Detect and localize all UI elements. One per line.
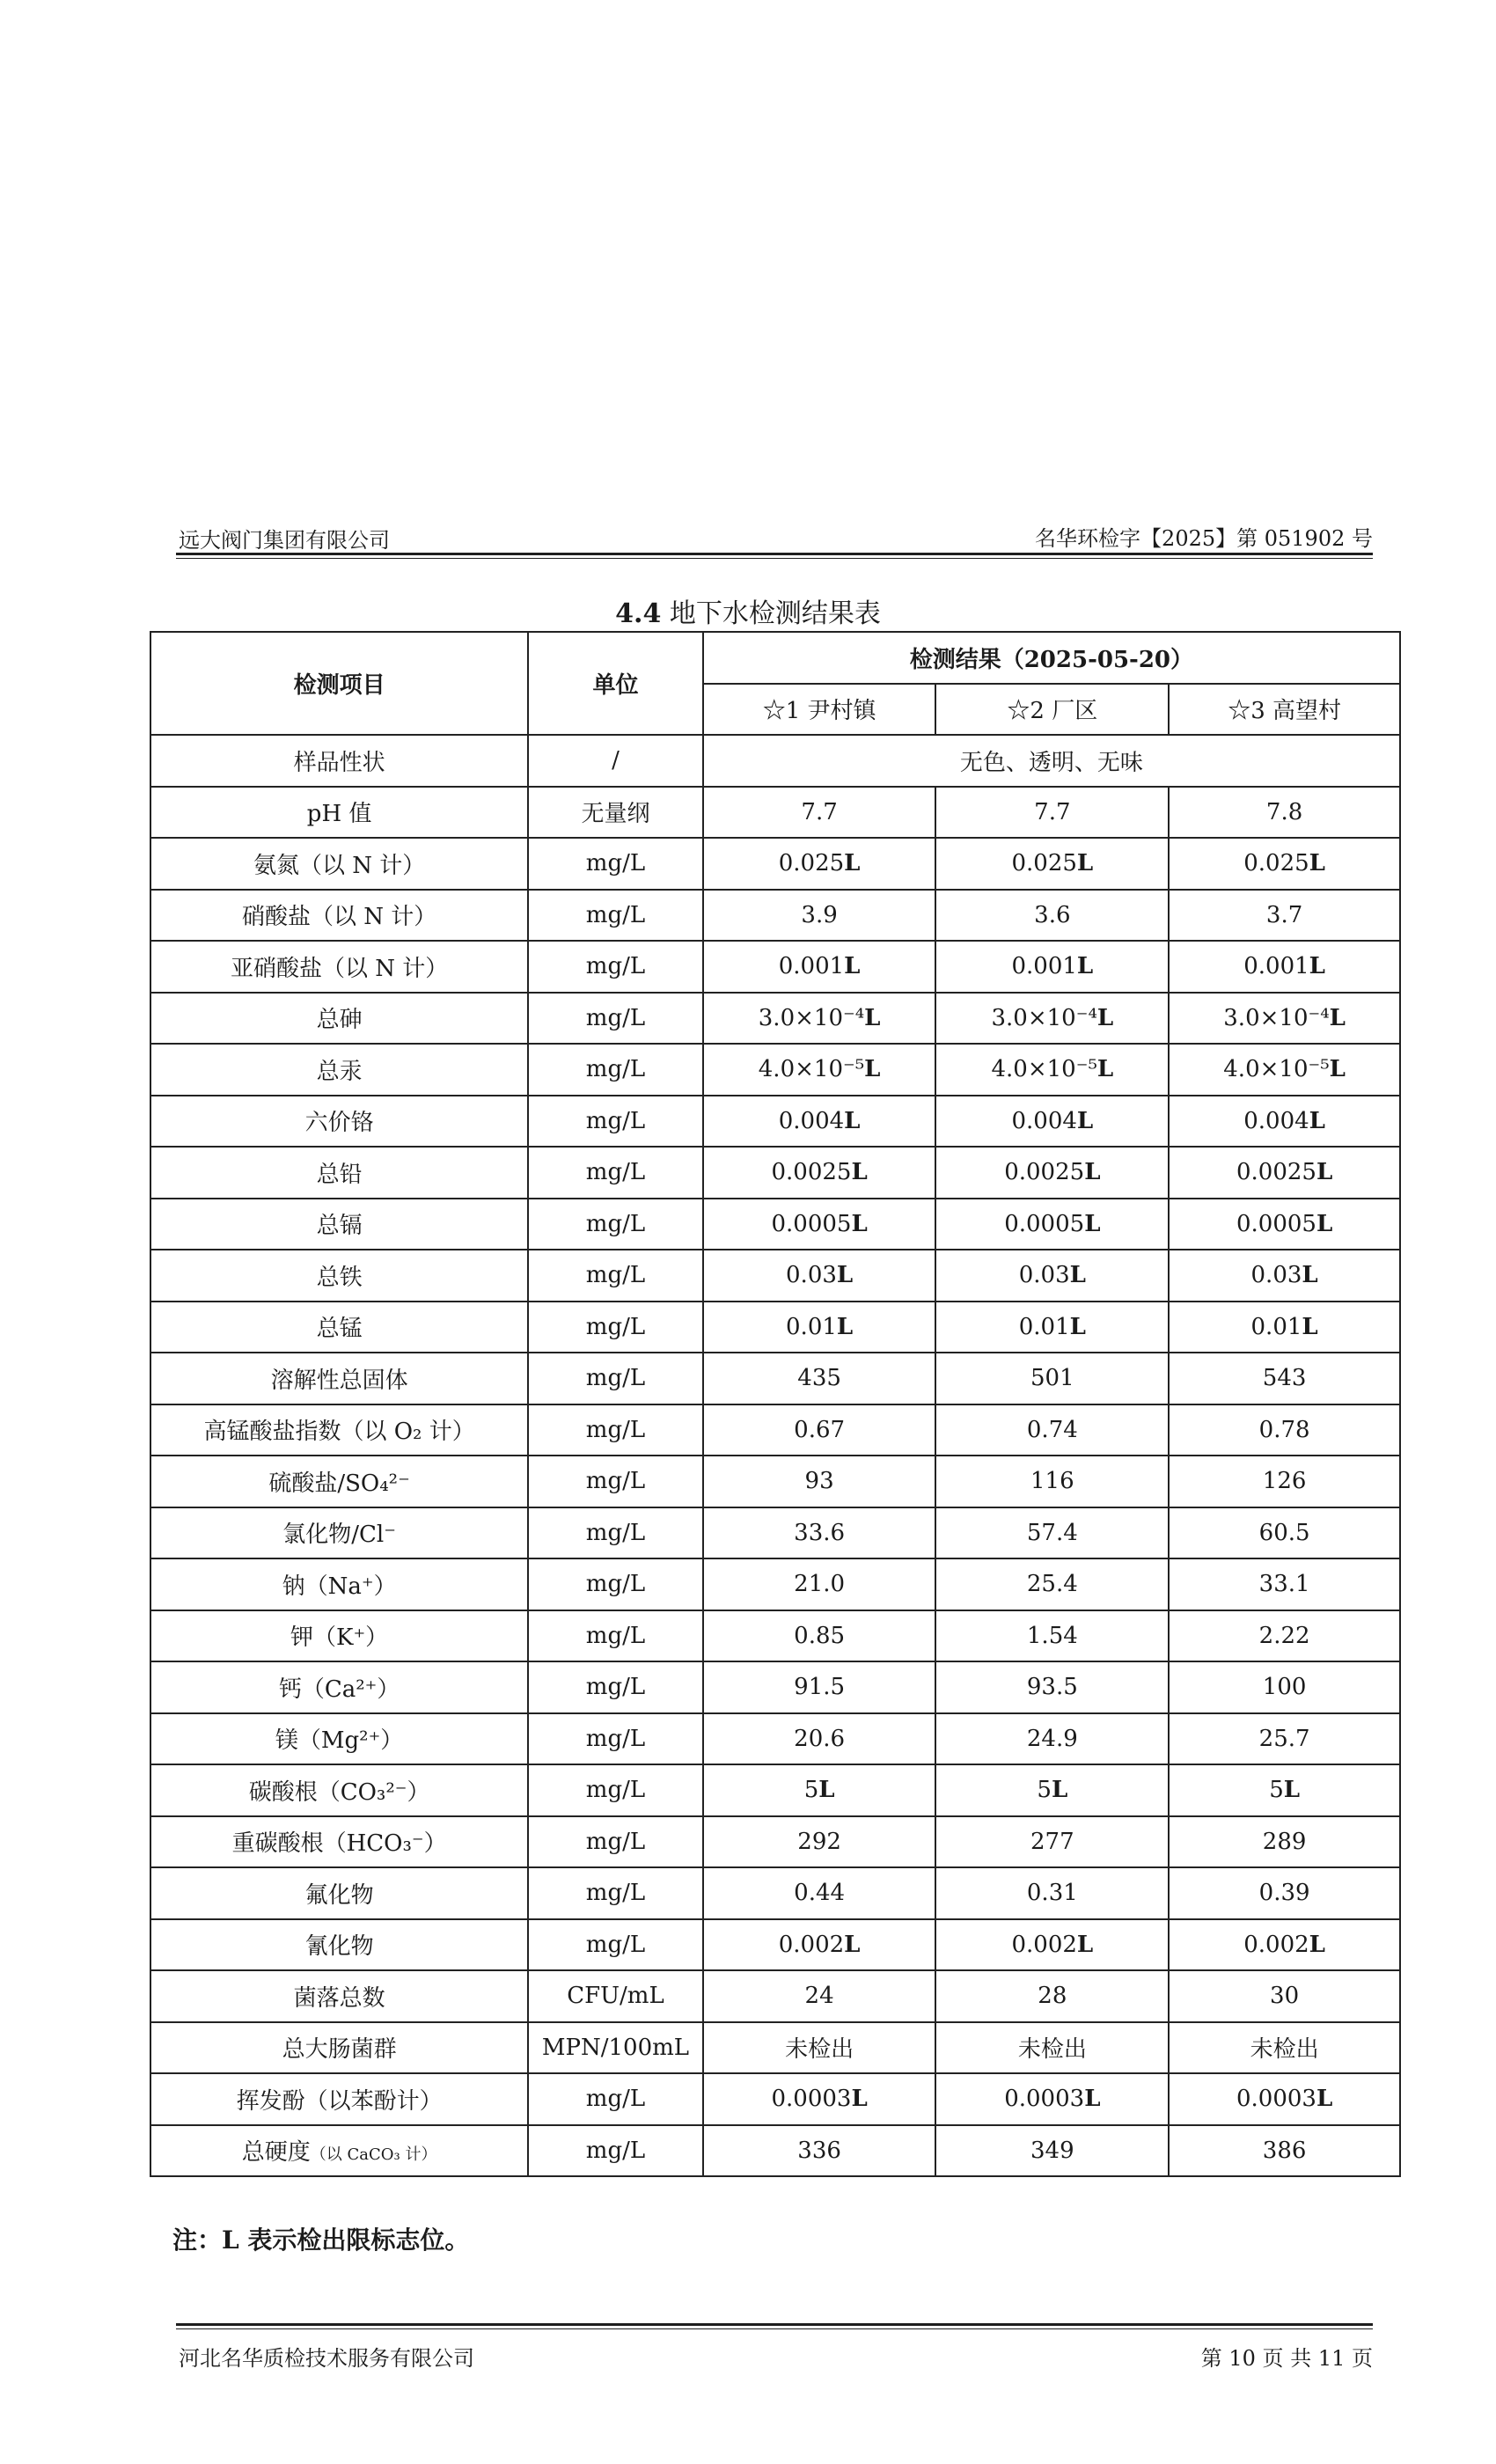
detection-limit-flag: L (844, 953, 861, 980)
table-row (150, 1816, 1400, 1868)
cell-value: 100 (1169, 1661, 1400, 1713)
cell-value: 0.0003L (703, 2073, 936, 2125)
detection-limit-flag: L (1309, 1931, 1325, 1958)
cell-item: 钙（Ca²⁺） (150, 1661, 528, 1713)
header-report-number: 名华环检字【2025】第 051902 号 (1035, 526, 1373, 551)
detection-limit-flag: L (1316, 1159, 1333, 1186)
detection-limit-flag: L (1309, 953, 1325, 980)
cell-value: 3.6 (935, 890, 1169, 942)
table-row (150, 2125, 1400, 2177)
cell-value: 91.5 (703, 1661, 936, 1713)
cell-value: 543 (1169, 1353, 1400, 1404)
cell-item: 总硬度（以 CaCO₃ 计） (150, 2125, 528, 2177)
cell-item: 总锰 (150, 1302, 528, 1353)
cell-item: 总砷 (150, 993, 528, 1045)
table-row (150, 1970, 1400, 2022)
cell-value: 0.002L (703, 1919, 936, 1971)
table-row (150, 2073, 1400, 2125)
cell-value: 0.67 (703, 1404, 936, 1456)
detection-limit-flag: L (1076, 953, 1094, 980)
cell-value: 0.0025L (935, 1147, 1169, 1199)
cell-item: 氨氮（以 N 计） (150, 838, 528, 890)
detection-limit-flag: L (864, 1004, 881, 1031)
cell-item: 氰化物 (150, 1919, 528, 1971)
detection-limit-flag: L (1084, 1210, 1101, 1237)
cell-value: 0.85 (703, 1610, 936, 1662)
table-note: 注：L 表示检出限标志位。 (172, 2226, 470, 2255)
cell-value: 33.1 (1169, 1558, 1400, 1610)
cell-unit: mg/L (528, 1507, 703, 1559)
col-header-unit: 单位 (528, 632, 703, 735)
cell-value: 0.39 (1169, 1867, 1400, 1919)
cell-value: 0.004L (935, 1096, 1169, 1148)
cell-unit: mg/L (528, 1096, 703, 1148)
cell-unit: mg/L (528, 1044, 703, 1096)
cell-value: 0.0003L (1169, 2073, 1400, 2125)
table-row (150, 1199, 1400, 1250)
cell-item: 氯化物/Cl⁻ (150, 1507, 528, 1559)
header-company: 远大阀门集团有限公司 (179, 528, 390, 553)
table-row (150, 1661, 1400, 1713)
detection-limit-flag: L (818, 1777, 835, 1804)
cell-value: 0.002L (935, 1919, 1169, 1971)
table-row (150, 1147, 1400, 1199)
cell-value: 0.01L (935, 1302, 1169, 1353)
cell-item: 硫酸盐/SO₄²⁻ (150, 1456, 528, 1507)
detection-limit-flag: L (844, 850, 861, 877)
cell-value: 1.54 (935, 1610, 1169, 1662)
cell-value: 21.0 (703, 1558, 936, 1610)
cell-unit: 无量纲 (528, 787, 703, 839)
cell-value: 116 (935, 1456, 1169, 1507)
cell-item: 总镉 (150, 1199, 528, 1250)
cell-value: 3.7 (1169, 890, 1400, 942)
col-header-result: 检测结果（2025-05-20） (703, 632, 1400, 684)
cell-value: 0.0005L (935, 1199, 1169, 1250)
cell-value: 28 (935, 1970, 1169, 2022)
col-header-site-1: ☆1 尹村镇 (703, 684, 936, 736)
cell-value: 4.0×10⁻⁵L (703, 1044, 936, 1096)
cell-unit: mg/L (528, 2125, 703, 2177)
detection-limit-flag: L (851, 1210, 868, 1237)
cell-value: 93.5 (935, 1661, 1169, 1713)
table-row (150, 1302, 1400, 1353)
cell-unit: mg/L (528, 1713, 703, 1765)
table-row (150, 1764, 1400, 1816)
table-row (150, 993, 1400, 1045)
cell-value: 289 (1169, 1816, 1400, 1868)
cell-value: 60.5 (1169, 1507, 1400, 1559)
cell-value: 0.001L (935, 941, 1169, 993)
cell-value: 0.0005L (1169, 1199, 1400, 1250)
table-row (150, 1867, 1400, 1919)
cell-value: 未检出 (1169, 2022, 1400, 2074)
header-rule-thin (176, 558, 1373, 559)
cell-value: 277 (935, 1816, 1169, 1868)
cell-value: 336 (703, 2125, 936, 2177)
results-table-body (150, 735, 1400, 2176)
cell-value: 5L (1169, 1764, 1400, 1816)
cell-unit: / (528, 735, 703, 787)
cell-unit: mg/L (528, 1558, 703, 1610)
cell-value: 0.03L (703, 1250, 936, 1302)
cell-item: 溶解性总固体 (150, 1353, 528, 1404)
cell-item: 镁（Mg²⁺） (150, 1713, 528, 1765)
detection-limit-flag: L (851, 2086, 868, 2113)
detection-limit-flag: L (1329, 1004, 1346, 1031)
cell-unit: mg/L (528, 993, 703, 1045)
detection-limit-flag: L (1051, 1777, 1068, 1804)
cell-value: 93 (703, 1456, 936, 1507)
cell-value: 0.001L (703, 941, 936, 993)
cell-item: 高锰酸盐指数（以 O₂ 计） (150, 1404, 528, 1456)
detection-limit-flag: L (1076, 850, 1094, 877)
detection-limit-flag: L (1084, 1159, 1101, 1186)
detection-limit-flag: L (1084, 2086, 1101, 2113)
cell-item: pH 值 (150, 787, 528, 839)
footer-rule-thin (176, 2328, 1373, 2329)
cell-value: 0.01L (703, 1302, 936, 1353)
table-row (150, 1044, 1400, 1096)
cell-item: 总大肠菌群 (150, 2022, 528, 2074)
cell-value: 25.4 (935, 1558, 1169, 1610)
cell-item: 氟化物 (150, 1867, 528, 1919)
detection-limit-flag: L (844, 1931, 861, 1958)
cell-unit: mg/L (528, 1764, 703, 1816)
detection-limit-flag: L (1096, 1004, 1114, 1031)
detection-limit-flag: L (1309, 850, 1325, 877)
cell-value-merged: 无色、透明、无味 (703, 735, 1400, 787)
cell-value: 0.03L (935, 1250, 1169, 1302)
cell-value: 0.0025L (1169, 1147, 1400, 1199)
cell-item: 挥发酚（以苯酚计） (150, 2073, 528, 2125)
detection-limit-flag: L (1302, 1262, 1318, 1289)
cell-unit: mg/L (528, 1404, 703, 1456)
cell-value: 3.9 (703, 890, 936, 942)
cell-item: 碳酸根（CO₃²⁻） (150, 1764, 528, 1816)
cell-unit: mg/L (528, 1919, 703, 1971)
cell-unit: mg/L (528, 941, 703, 993)
detection-limit-flag: L (1283, 1777, 1301, 1804)
cell-value: 33.6 (703, 1507, 936, 1559)
table-row (150, 1096, 1400, 1148)
cell-unit: mg/L (528, 838, 703, 890)
cell-value: 0.78 (1169, 1404, 1400, 1456)
cell-value: 24 (703, 1970, 936, 2022)
col-header-site-3: ☆3 高望村 (1169, 684, 1400, 736)
cell-value: 0.025L (703, 838, 936, 890)
table-row (150, 1919, 1400, 1971)
cell-value: 0.01L (1169, 1302, 1400, 1353)
detection-limit-flag: L (1096, 1056, 1114, 1083)
cell-value: 2.22 (1169, 1610, 1400, 1662)
results-table (150, 631, 1401, 2177)
col-header-site-2: ☆2 厂区 (935, 684, 1169, 736)
table-title-number: 4.4 (615, 598, 662, 629)
cell-value: 0.025L (1169, 838, 1400, 890)
cell-value: 0.03L (1169, 1250, 1400, 1302)
cell-value: 0.74 (935, 1404, 1169, 1456)
cell-item: 钾（K⁺） (150, 1610, 528, 1662)
cell-value: 0.002L (1169, 1919, 1400, 1971)
cell-item: 亚硝酸盐（以 N 计） (150, 941, 528, 993)
detection-limit-flag: L (844, 1107, 861, 1134)
cell-unit: mg/L (528, 1353, 703, 1404)
cell-value: 57.4 (935, 1507, 1169, 1559)
table-row (150, 1456, 1400, 1507)
cell-value: 7.7 (935, 787, 1169, 839)
cell-value: 0.001L (1169, 941, 1400, 993)
table-row (150, 890, 1400, 942)
cell-value: 292 (703, 1816, 936, 1868)
cell-item: 样品性状 (150, 735, 528, 787)
cell-value: 0.025L (935, 838, 1169, 890)
table-row (150, 1507, 1400, 1559)
cell-item: 钠（Na⁺） (150, 1558, 528, 1610)
footer-company: 河北名华质检技术服务有限公司 (179, 2346, 474, 2371)
table-row (150, 1558, 1400, 1610)
cell-value: 126 (1169, 1456, 1400, 1507)
detection-limit-flag: L (1069, 1262, 1086, 1289)
cell-value: 0.44 (703, 1867, 936, 1919)
detection-limit-flag: L (1329, 1056, 1346, 1083)
table-row (150, 1353, 1400, 1404)
table-row (150, 1713, 1400, 1765)
cell-value: 0.004L (1169, 1096, 1400, 1148)
detection-limit-flag: L (1302, 1313, 1318, 1340)
detection-limit-flag: L (1316, 1210, 1333, 1237)
cell-value: 0.0003L (935, 2073, 1169, 2125)
header-rule (176, 553, 1373, 555)
cell-value: 7.8 (1169, 787, 1400, 839)
cell-unit: mg/L (528, 1816, 703, 1868)
footer-rule (176, 2323, 1373, 2326)
table-row (150, 1250, 1400, 1302)
table-title-text: 地下水检测结果表 (669, 598, 881, 629)
detection-limit-flag: L (1309, 1107, 1325, 1134)
footer-page-number: 第 10 页 共 11 页 (1200, 2346, 1373, 2371)
cell-item: 重碳酸根（HCO₃⁻） (150, 1816, 528, 1868)
detection-limit-flag: L (836, 1313, 854, 1340)
cell-value: 4.0×10⁻⁵L (935, 1044, 1169, 1096)
cell-value: 349 (935, 2125, 1169, 2177)
cell-value: 7.7 (703, 787, 936, 839)
table-row (150, 2022, 1400, 2074)
cell-item: 六价铬 (150, 1096, 528, 1148)
cell-unit: MPN/100mL (528, 2022, 703, 2074)
detection-limit-flag: L (1069, 1313, 1086, 1340)
table-title (0, 591, 1496, 630)
table-row (150, 838, 1400, 890)
cell-value: 0.0025L (703, 1147, 936, 1199)
cell-value: 未检出 (935, 2022, 1169, 2074)
cell-value: 3.0×10⁻⁴L (935, 993, 1169, 1045)
cell-item: 总铅 (150, 1147, 528, 1199)
cell-unit: mg/L (528, 1456, 703, 1507)
detection-limit-flag: L (1076, 1931, 1094, 1958)
cell-item: 硝酸盐（以 N 计） (150, 890, 528, 942)
cell-value: 未检出 (703, 2022, 936, 2074)
cell-value: 4.0×10⁻⁵L (1169, 1044, 1400, 1096)
cell-unit: mg/L (528, 1610, 703, 1662)
cell-value: 20.6 (703, 1713, 936, 1765)
detection-limit-flag: L (836, 1262, 854, 1289)
cell-unit: mg/L (528, 2073, 703, 2125)
cell-item: 总铁 (150, 1250, 528, 1302)
table-row (150, 735, 1400, 787)
detection-limit-flag: L (1316, 2086, 1333, 2113)
cell-value: 5L (935, 1764, 1169, 1816)
table-row (150, 941, 1400, 993)
cell-value: 0.31 (935, 1867, 1169, 1919)
cell-unit: mg/L (528, 1199, 703, 1250)
col-header-item: 检测项目 (150, 632, 528, 735)
cell-value: 30 (1169, 1970, 1400, 2022)
table-row (150, 1610, 1400, 1662)
cell-item: 总汞 (150, 1044, 528, 1096)
cell-value: 435 (703, 1353, 936, 1404)
cell-unit: mg/L (528, 1250, 703, 1302)
cell-value: 3.0×10⁻⁴L (1169, 993, 1400, 1045)
cell-unit: mg/L (528, 1867, 703, 1919)
cell-value: 386 (1169, 2125, 1400, 2177)
cell-value: 5L (703, 1764, 936, 1816)
cell-unit: mg/L (528, 890, 703, 942)
cell-value: 3.0×10⁻⁴L (703, 993, 936, 1045)
cell-value: 0.0005L (703, 1199, 936, 1250)
cell-value: 25.7 (1169, 1713, 1400, 1765)
cell-unit: mg/L (528, 1661, 703, 1713)
detection-limit-flag: L (851, 1159, 868, 1186)
cell-unit: CFU/mL (528, 1970, 703, 2022)
cell-value: 0.004L (703, 1096, 936, 1148)
table-row (150, 1404, 1400, 1456)
cell-value: 501 (935, 1353, 1169, 1404)
cell-value: 24.9 (935, 1713, 1169, 1765)
cell-unit: mg/L (528, 1147, 703, 1199)
cell-item: 菌落总数 (150, 1970, 528, 2022)
table-row (150, 787, 1400, 839)
cell-unit: mg/L (528, 1302, 703, 1353)
detection-limit-flag: L (864, 1056, 881, 1083)
detection-limit-flag: L (1076, 1107, 1094, 1134)
